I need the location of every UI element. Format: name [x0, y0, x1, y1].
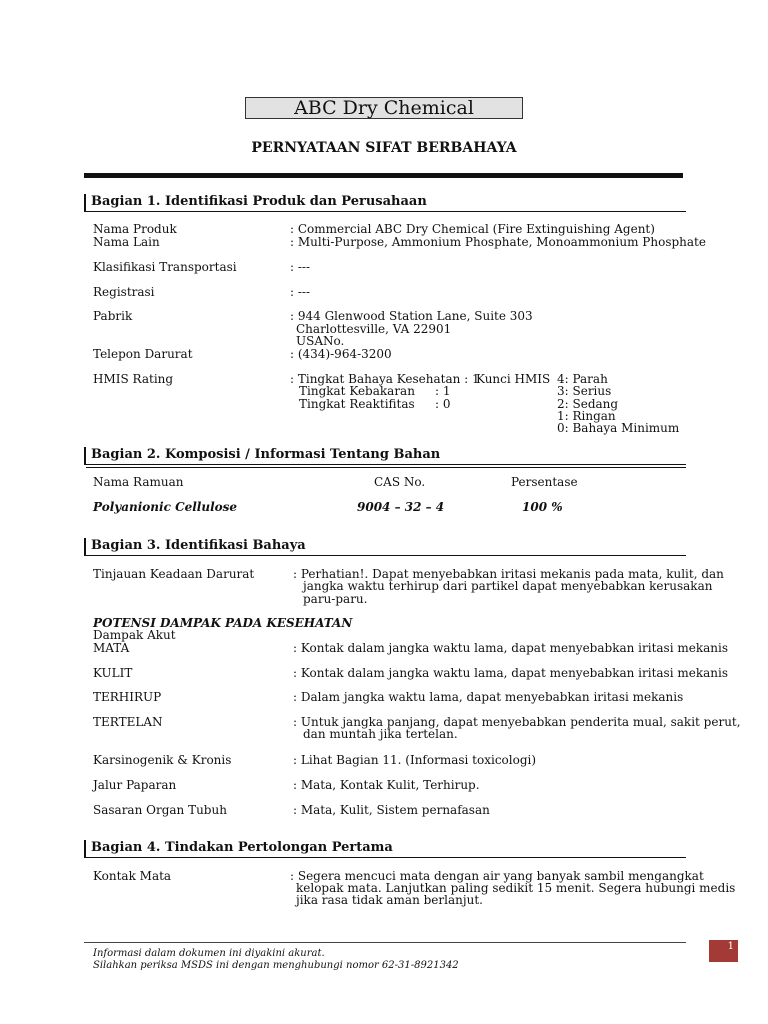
section-1-heading: [84, 194, 686, 212]
hmis-kebakaran-label: Tingkat Kebakaran: [299, 384, 415, 398]
ingredient-percentage: 100 %: [522, 500, 563, 514]
pabrik-address-line-2: Charlottesville, VA 22901: [296, 322, 452, 336]
col-cas-no: CAS No.: [374, 475, 426, 489]
registrasi-label: Registrasi: [93, 285, 155, 299]
section-2-heading: [84, 447, 686, 465]
kontak-mata-line-2: kelopak mata. Lanjutkan paling sedikit 15 menit. Segera hubungi medis: [296, 881, 736, 895]
footer-divider: [84, 942, 686, 943]
klasifikasi-value: : ---: [290, 260, 311, 274]
kulit-label: KULIT: [93, 666, 133, 680]
klasifikasi-label: Klasifikasi Transportasi: [93, 260, 237, 274]
hmis-kesehatan: : Tingkat Bahaya Kesehatan : 1: [290, 372, 480, 386]
col-persentase: Persentase: [511, 475, 578, 489]
kontak-mata-line-3: jika rasa tidak aman berlanjut.: [296, 893, 483, 907]
telepon-label: Telepon Darurat: [93, 347, 193, 361]
kontak-mata-label: Kontak Mata: [93, 869, 172, 883]
karsinogenik-value: : Lihat Bagian 11. (Informasi toxicologi): [293, 753, 537, 767]
nama-lain-value: : Multi-Purpose, Ammonium Phosphate, Monoammonium Phosphate: [290, 235, 706, 249]
footer-line-2: Silahkan periksa MSDS ini dengan menghubungi nomor 62-31-8921342: [93, 960, 459, 971]
telepon-value: : (434)-964-3200: [290, 347, 392, 361]
document-title: ABC Dry Chemical: [245, 97, 523, 119]
section-3-heading: [84, 538, 686, 556]
document-subtitle: PERNYATAAN SIFAT BERBAHAYA: [251, 140, 517, 156]
col-nama-ramuan: Nama Ramuan: [93, 475, 184, 489]
footer-line-1: Informasi dalam dokumen ini diyakini akurat.: [93, 948, 325, 959]
nama-produk-value: : Commercial ABC Dry Chemical (Fire Extinguishing Agent): [290, 222, 655, 236]
karsinogenik-label: Karsinogenik & Kronis: [93, 753, 232, 767]
terhirup-value: : Dalam jangka waktu lama, dapat menyebabkan iritasi mekanis: [293, 690, 684, 704]
ingredient-cas: 9004 – 32 – 4: [357, 500, 445, 514]
tertelan-label: TERTELAN: [93, 715, 163, 729]
page-number-badge: 1: [709, 940, 738, 962]
section-1-heading-text: Bagian 1. Identifikasi Produk dan Perusahaan: [91, 194, 427, 209]
section-3-heading-text: Bagian 3. Identifikasi Bahaya: [91, 538, 306, 553]
hmis-reaktifitas-value: : 0: [435, 397, 451, 411]
sasaran-organ-label: Sasaran Organ Tubuh: [93, 803, 227, 817]
hmis-reaktifitas-label: Tingkat Reaktifitas: [299, 397, 415, 411]
tinjauan-line-2: jangka waktu terhirup dari partikel dapat menyebabkan kerusakan: [303, 579, 713, 593]
pabrik-address-line-1: : 944 Glenwood Station Lane, Suite 303: [290, 309, 533, 323]
kunci-hmis-item: 1: Ringan: [557, 409, 616, 423]
mata-label: MATA: [93, 641, 130, 655]
mata-value: : Kontak dalam jangka waktu lama, dapat menyebabkan iritasi mekanis: [293, 641, 728, 655]
kunci-hmis-item: 4: Parah: [557, 372, 608, 386]
header-divider: [84, 173, 683, 178]
kunci-hmis-label: Kunci HMIS: [476, 372, 551, 386]
tertelan-line-2: dan muntah jika tertelan.: [303, 727, 458, 741]
registrasi-value: : ---: [290, 285, 311, 299]
nama-lain-label: Nama Lain: [93, 235, 160, 249]
jalur-paparan-label: Jalur Paparan: [93, 778, 177, 792]
section-4-heading: [84, 840, 686, 858]
kulit-value: : Kontak dalam jangka waktu lama, dapat menyebabkan iritasi mekanis: [293, 666, 728, 680]
hmis-label: HMIS Rating: [93, 372, 174, 386]
nama-produk-label: Nama Produk: [93, 222, 177, 236]
pabrik-label: Pabrik: [93, 309, 133, 323]
section-2-heading-text: Bagian 2. Komposisi / Informasi Tentang Bahan: [91, 447, 441, 462]
sasaran-organ-value: : Mata, Kulit, Sistem pernafasan: [293, 803, 490, 817]
pabrik-address-line-3: USANo.: [296, 334, 345, 348]
ingredient-name: Polyanionic Cellulose: [93, 500, 238, 514]
kunci-hmis-item: 3: Serius: [557, 384, 612, 398]
kontak-mata-line-1: : Segera mencuci mata dengan air yang banyak sambil mengangkat: [290, 869, 704, 883]
kunci-hmis-item: 0: Bahaya Minimum: [557, 421, 680, 435]
tinjauan-line-3: paru-paru.: [303, 592, 368, 606]
section-4-heading-text: Bagian 4. Tindakan Pertolongan Pertama: [91, 840, 393, 855]
dampak-akut-label: Dampak Akut: [93, 628, 176, 642]
kunci-hmis-item: 2: Sedang: [557, 397, 619, 411]
terhirup-label: TERHIRUP: [93, 690, 162, 704]
hmis-kebakaran-value: : 1: [435, 384, 451, 398]
tinjauan-label: Tinjauan Keadaan Darurat: [93, 567, 255, 581]
potensi-heading: POTENSI DAMPAK PADA KESEHATAN: [93, 616, 353, 630]
tertelan-line-1: : Untuk jangka panjang, dapat menyebabkan penderita mual, sakit perut,: [293, 715, 741, 729]
tinjauan-line-1: : Perhatian!. Dapat menyebabkan iritasi mekanis pada mata, kulit, dan: [293, 567, 724, 581]
jalur-paparan-value: : Mata, Kontak Kulit, Terhirup.: [293, 778, 480, 792]
